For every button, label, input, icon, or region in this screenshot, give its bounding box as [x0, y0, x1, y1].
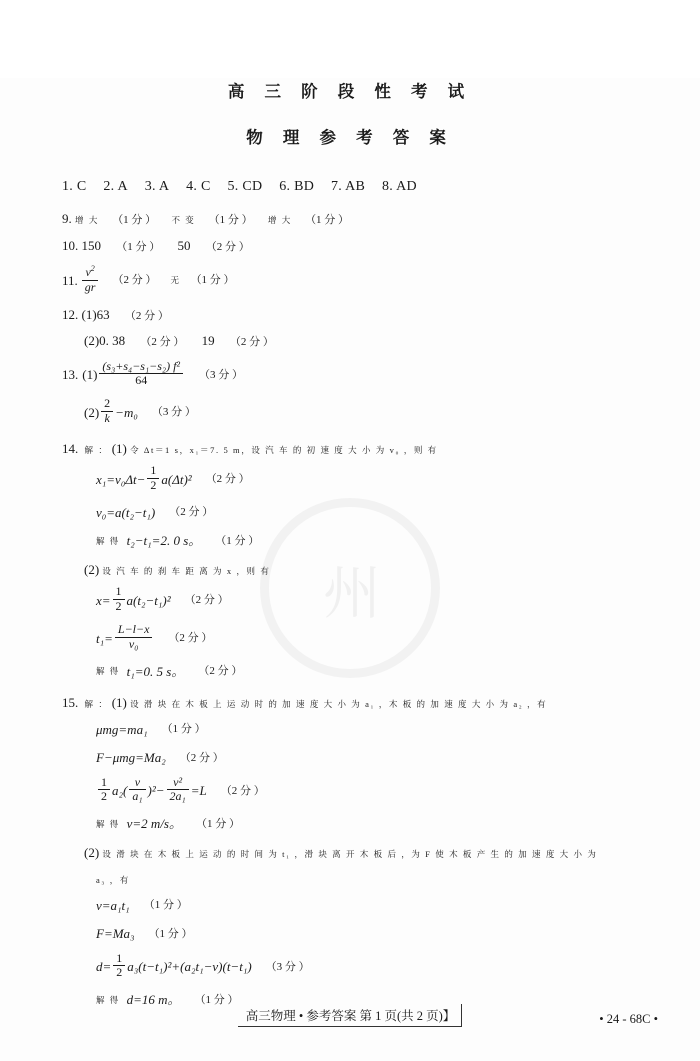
q14-eq4-lead: t₁=: [96, 630, 113, 646]
q15-eq3-mid2: )²−: [147, 783, 165, 799]
choice-4: 4. C: [186, 179, 211, 194]
q10-answer-1: 150: [81, 237, 101, 253]
q14-eq4-fraction: [115, 623, 153, 652]
answer-row-q9: [62, 209, 645, 229]
answers-body: [0, 176, 700, 1010]
q10-number: 10.: [62, 237, 79, 253]
choice-3: 3. A: [144, 179, 170, 194]
q15-eq6-numerator: 1: [113, 952, 125, 967]
answer-row-q15-eq6: [62, 950, 645, 982]
answer-row-q14-header: [62, 439, 645, 459]
q13-part2-denominator: k: [104, 410, 110, 425]
q14-eq3-lead: x=: [96, 592, 111, 608]
q9-points-2: （1 分 ）: [208, 214, 253, 226]
q12-part2-points2: （2 分 ）: [229, 336, 274, 349]
q14-eq1-numerator: 1: [147, 464, 159, 479]
q15-eq3-num3: v²: [167, 776, 189, 791]
answer-row-q11: [62, 265, 645, 296]
q15-number: 15.: [62, 695, 79, 711]
q14-eq1-tail: a(Δt)²: [161, 471, 192, 487]
q13-part1-points: （3 分 ）: [199, 368, 244, 381]
q12-part1-points: （2 分 ）: [124, 309, 169, 322]
q15-eq6-lead: d=: [96, 959, 112, 975]
q15-eq2-points: （2 分 ）: [179, 751, 224, 764]
q15-solution-label: 解 得: [96, 818, 120, 829]
q12-part1-label: (1): [81, 306, 97, 322]
answer-row-q12-part1: [62, 305, 645, 325]
q9-answer-2: 不 变: [171, 215, 196, 225]
q10-points-2: （2 分 ）: [205, 240, 250, 253]
q13-part2-fraction: [101, 397, 113, 426]
q14-eq3-tail: a(t₂−t₁)²: [126, 592, 171, 608]
q13-part1-numerator: (s₃+s₄−s₁−s₂) f²: [99, 360, 183, 375]
q14-eq1-denominator: 2: [150, 478, 157, 493]
q15-eq3-den1: 2: [101, 789, 107, 804]
q15-eq3-num2: v: [129, 776, 145, 791]
answer-row-q14-eq4: [62, 621, 645, 653]
q13-part1-label: (1): [82, 367, 98, 383]
answer-row-q15-sol1: [62, 814, 645, 834]
answer-row-q13-part1: [62, 358, 645, 390]
q15-part2-label: (2): [84, 844, 100, 860]
q9-points-3: （1 分 ）: [305, 214, 350, 226]
choice-5: 5. CD: [227, 179, 263, 194]
q13-part2-points: （3 分 ）: [151, 406, 196, 419]
q15-solve-label: 解 ：: [84, 699, 109, 710]
q15-eq4: v=a₁t₁: [96, 897, 130, 913]
q11-fraction-denominator: gr: [84, 279, 96, 294]
answer-row-q13-part2: [62, 398, 645, 427]
q14-solution-label: 解 得: [96, 535, 120, 546]
watermark-glyph: 州: [322, 561, 377, 626]
q9-answer-3: 增 大: [267, 215, 292, 225]
answer-row-q15-eq4: [62, 896, 645, 916]
q14-solution-points: （1 分 ）: [215, 534, 260, 547]
q15-eq3-den3: 2a₁: [169, 789, 186, 804]
q9-number: 9.: [62, 211, 72, 226]
answer-sheet-page: [0, 78, 700, 1061]
q11-points-2: （1 分 ）: [190, 274, 235, 287]
q9-answer-1: 增 大: [75, 215, 99, 225]
answer-row-q15-eq5: [62, 924, 645, 944]
q12-part2-value1: 0. 38: [99, 333, 126, 349]
q15-eq4-points: （1 分 ）: [143, 899, 188, 912]
q15-eq3-fraction-1: [98, 776, 110, 805]
q15-eq5-points: （1 分 ）: [148, 927, 193, 940]
choice-1: 1. C: [62, 179, 87, 194]
q10-answer-2: 50: [177, 237, 191, 253]
q9-points-1: （1 分 ）: [112, 214, 157, 226]
answer-row-q15-part2-header2: [62, 869, 645, 889]
q10-points-1: （1 分 ）: [116, 240, 161, 253]
q12-part2-label: (2): [84, 333, 100, 349]
choice-2: 2. A: [103, 179, 128, 194]
q12-number: 12.: [62, 306, 79, 322]
q15-eq3-mid1: a₂(: [112, 783, 128, 799]
page-footer: [0, 1004, 700, 1027]
q15-eq3-num1: 1: [98, 776, 110, 791]
choice-6: 6. BD: [279, 179, 315, 194]
footer-page-label: 高三物理 • 参考答案 第 1 页(共 2 页)】: [238, 1004, 463, 1027]
q15-eq1-points: （1 分 ）: [161, 723, 206, 736]
q15-solution2-points: （1 分 ）: [194, 993, 239, 1006]
q15-eq6-denominator: 2: [116, 965, 123, 980]
q14-eq4-numerator: L−l−x: [115, 623, 153, 638]
q14-eq3-fraction: [113, 585, 125, 614]
answer-row-q14-eq3: [62, 586, 645, 615]
q15-eq5: F=Ma₃: [96, 926, 135, 942]
answer-row-q14-part2-header: [62, 560, 645, 580]
choice-7: 7. AB: [330, 179, 366, 194]
q14-number: 14.: [62, 440, 79, 456]
choice-8: 8. AD: [381, 179, 417, 194]
q14-eq3-points: （2 分 ）: [184, 594, 229, 607]
answer-row-q14-sol1: [62, 531, 645, 551]
answer-row-q12-part2: [62, 331, 645, 351]
q15-eq3-points: （2 分 ）: [220, 784, 265, 797]
q13-part1-denominator: 64: [135, 373, 148, 388]
q15-eq3-fraction-2: [129, 776, 145, 805]
q14-eq4-points: （2 分 ）: [168, 632, 213, 645]
answer-row-q14-eq1: [62, 465, 645, 494]
answer-row-q15-eq1: [62, 720, 645, 740]
q14-eq4-denominator: v₀: [128, 636, 139, 651]
q15-solution-text: v=2 m/s。: [126, 816, 182, 832]
answer-row-q14-eq2: [62, 503, 645, 523]
answer-row-q10: [62, 236, 645, 256]
q15-solution2-text: d=16 m。: [126, 992, 181, 1008]
q14-eq2-points: （2 分 ）: [169, 506, 214, 519]
answer-row-q15-eq2: [62, 748, 645, 768]
q15-part1-text: 设 滑 块 在 木 板 上 运 动 时 的 加 速 度 大 小 为 a₁ ，木 板 的 加 速 度 大 小 为 a₂ ，有: [130, 699, 548, 710]
page-title-line2: 物 理 参 考 答 案: [246, 128, 454, 147]
q14-solve-label: 解 ：: [84, 444, 109, 455]
q14-solution2-text: t₁=0. 5 s。: [126, 663, 185, 679]
q13-part2-tail: −m₀: [115, 404, 138, 420]
page-title-line1: 高 三 阶 段 性 考 试: [227, 82, 473, 101]
q15-eq2: F−μmg=Ma₂: [96, 750, 166, 766]
q14-eq3-numerator: 1: [113, 585, 125, 600]
q13-number: 13.: [62, 367, 79, 383]
q14-part2-text: 设 汽 车 的 刹 车 距 离 为 x ，则 有: [102, 565, 271, 576]
q15-solution-points: （1 分 ）: [196, 817, 240, 830]
q15-eq3-fraction-3: [167, 776, 189, 805]
q15-part2-text2: a₃ ，有: [96, 875, 130, 886]
q14-part2-label: (2): [84, 561, 100, 577]
q14-part1-text: 令 Δt＝1 s，x₁＝7. 5 m，设 汽 车 的 初 速 度 大 小 为 v₀ ，则 有: [130, 444, 438, 455]
q11-number: 11.: [62, 272, 78, 288]
q15-eq3-den2: a₁: [132, 789, 143, 804]
q15-eq3-tail: =L: [190, 783, 207, 799]
q14-eq1-fraction: [147, 464, 159, 493]
q15-part2-text: 设 滑 块 在 木 板 上 运 动 的 时 间 为 t₁ ，滑 块 离 开 木 板 后 ，为 F 使 木 板 产 生 的 加 速 度 大 小 为: [102, 848, 598, 859]
answer-row-q15-eq3: [62, 774, 645, 806]
q14-eq3-denominator: 2: [115, 599, 122, 614]
q14-solution2-label: 解 得: [96, 665, 120, 676]
q15-eq1: μmg=ma₁: [96, 721, 148, 737]
page-content: [0, 78, 700, 1010]
q14-eq1-points: （2 分 ）: [205, 473, 250, 486]
q11-points-1: （2 分 ）: [112, 274, 157, 287]
q11-answer-2: 无: [170, 274, 181, 285]
q12-part1-value: 63: [96, 306, 110, 322]
q13-part2-label: (2): [84, 404, 100, 420]
q14-eq2: v₀=a(t₂−t₁): [96, 504, 156, 520]
answer-row-q15-part2-header: [62, 843, 645, 863]
q11-fraction-numerator: $v^2$: [82, 264, 99, 281]
q14-part1-label: (1): [111, 440, 127, 456]
q13-part1-fraction: [99, 360, 183, 389]
footer-code: • 24 - 68C •: [599, 1012, 658, 1026]
q15-part1-label: (1): [111, 695, 127, 711]
q11-fraction: [82, 264, 99, 295]
q14-eq1-lead: x₁=v₀Δt−: [96, 471, 146, 487]
q15-eq6-fraction: [113, 952, 125, 981]
choice-answers-row: [62, 176, 645, 197]
q13-part2-numerator: 2: [101, 397, 113, 412]
q14-solution2-points: （2 分 ）: [198, 665, 243, 678]
answer-row-q15-header: [62, 693, 645, 713]
q12-part2-value2: 19: [201, 333, 215, 349]
q15-eq6-tail: a₃(t−t₁)²+(a₂t₁−v)(t−t₁): [127, 959, 252, 975]
answer-row-q14-sol2: [62, 662, 645, 682]
q12-part2-points1: （2 分 ）: [140, 336, 185, 349]
q15-eq6-points: （3 分 ）: [265, 960, 310, 973]
q14-solution-text: t₂−t₁=2. 0 s。: [126, 533, 202, 549]
q15-solution2-label: 解 得: [96, 994, 120, 1005]
